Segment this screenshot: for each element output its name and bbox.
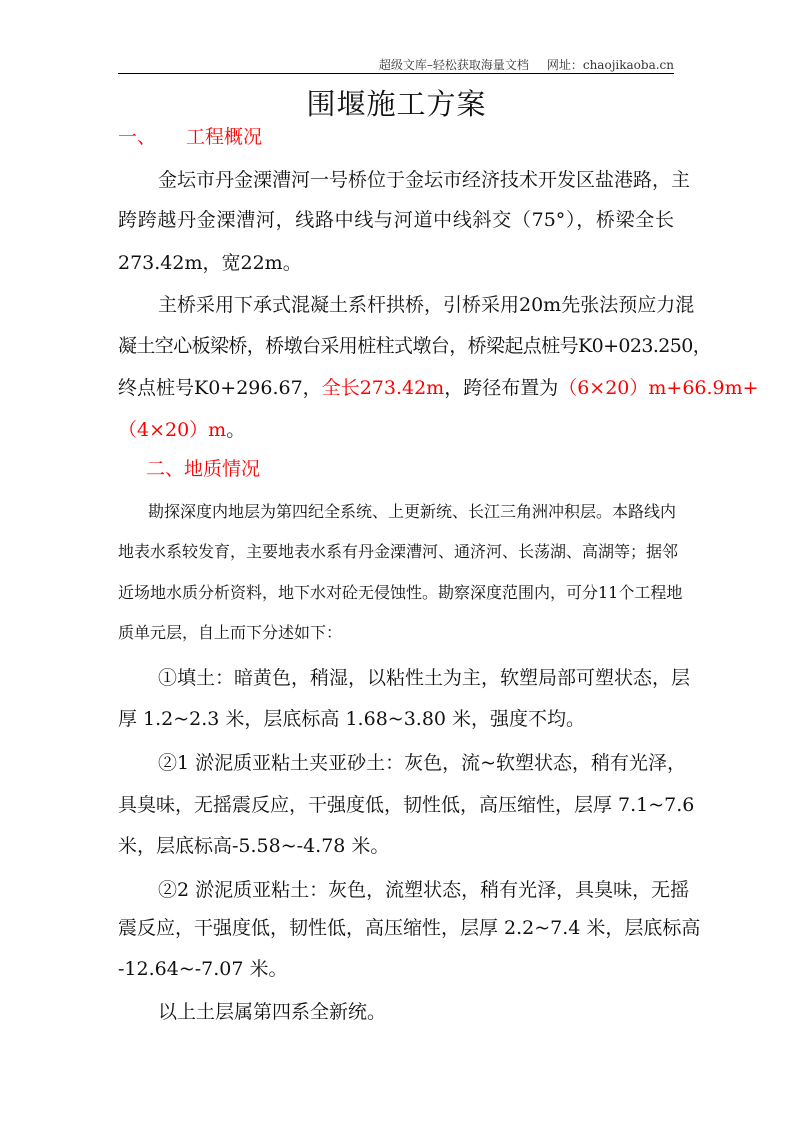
paragraph-line xyxy=(118,376,759,400)
text-span: 。 xyxy=(226,419,246,441)
paragraph-line: 近场地水质分析资料，地下水对砼无侵蚀性。勘察深度范围内，可分11个工程地 xyxy=(118,583,683,602)
document-title: 围堰施工方案 xyxy=(306,87,487,121)
paragraph-line: 地表水系较发育，主要地表水系有丹金溧漕河、通济河、长荡湖、高湖等；据邻 xyxy=(118,542,679,561)
section-heading-2: 二、地质情况 xyxy=(146,458,261,480)
paragraph-line: 米，层底标高-5.58~-4.78 米。 xyxy=(118,835,390,857)
highlight-span: 全长273.42m xyxy=(321,377,445,399)
highlight-span: （4×20）m xyxy=(118,419,227,441)
page-header xyxy=(379,56,674,73)
header-site-name: 超级文库–轻松获取海量文档 xyxy=(378,58,529,72)
paragraph-line: ②1 淤泥质亚粘土夹亚砂土：灰色，流~软塑状态，稍有光泽， xyxy=(158,752,687,774)
text-span: 终点桩号K0+296.67， xyxy=(118,377,322,399)
paragraph-line: 具臭味，无摇震反应，干强度低，韧性低，高压缩性，层厚 7.1~7.6 xyxy=(118,794,695,816)
paragraph-line: -12.64~-7.07 米。 xyxy=(118,958,288,980)
paragraph-line: 273.42m，宽22m。 xyxy=(118,252,302,274)
header-url: 网址：chaojikaoba.cn xyxy=(546,58,674,72)
text-span: ，跨径布置为 xyxy=(444,377,559,399)
paragraph-line: 以上土层属第四系全新统。 xyxy=(158,1001,387,1023)
paragraph-line: 厚 1.2~2.3 米，层底标高 1.68~3.80 米，强度不均。 xyxy=(118,708,586,730)
paragraph-line: 金坛市丹金溧漕河一号桥位于金坛市经济技术开发区盐港路，主 xyxy=(158,169,691,191)
section-label: 工程概况 xyxy=(186,126,263,148)
highlight-span: （6×20）m+66.9m+ xyxy=(558,377,759,399)
header-rule xyxy=(118,73,674,74)
paragraph-line xyxy=(118,418,674,442)
paragraph-line: 震反应，干强度低，韧性低，高压缩性，层厚 2.2~7.4 米，层底标高 xyxy=(118,917,701,939)
paragraph-line: 主桥采用下承式混凝土系杆拱桥，引桥采用20m先张法预应力混 xyxy=(158,294,695,316)
paragraph-line: ①填土：暗黄色，稍湿，以粘性土为主，软塑局部可塑状态，层 xyxy=(158,667,691,689)
paragraph-line: ②2 淤泥质亚粘土：灰色，流塑状态，稍有光泽，具臭味，无摇 xyxy=(158,879,690,901)
section-number: 一、 xyxy=(118,126,157,148)
section-heading-1 xyxy=(118,125,674,149)
paragraph-line: 质单元层，自上而下分述如下： xyxy=(118,623,343,642)
paragraph-line: 凝土空心板梁桥，桥墩台采用桩柱式墩台，桥梁起点桩号K0+023.250， xyxy=(118,335,712,357)
paragraph-line: 跨跨越丹金溧漕河，线路中线与河道中线斜交（75°），桥梁全长 xyxy=(118,209,674,231)
paragraph-line: 勘探深度内地层为第四纪全系统、上更新统、长江三角洲冲积层。本路线内 xyxy=(148,502,677,521)
